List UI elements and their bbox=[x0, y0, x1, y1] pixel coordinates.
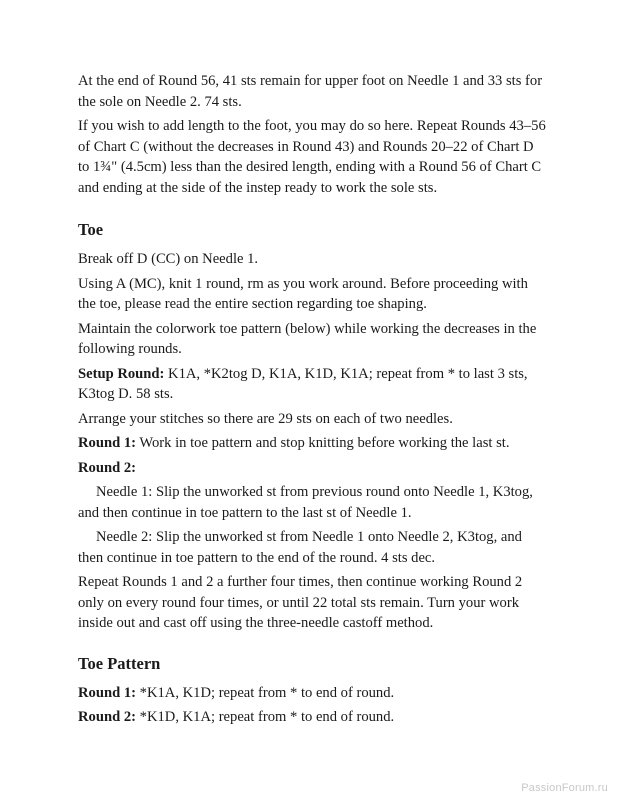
toe-paragraph-3: Maintain the colorwork toe pattern (below) while working the decreases in the following rounds. bbox=[78, 320, 537, 357]
toe-pattern-round-1-label: Round 1: bbox=[78, 684, 136, 701]
setup-round-text: K1A, *K2tog D, K1A, K1D, K1A; repeat from * to last 3 sts, K3tog D. 58 sts. bbox=[78, 365, 528, 402]
round-1-paragraph bbox=[78, 433, 548, 454]
document-page bbox=[78, 71, 548, 732]
round-2-paragraph bbox=[78, 458, 548, 479]
needle-1-paragraph: Needle 1: Slip the unworked st from previous round onto Needle 1, K3tog, and then continue in toe pattern to the last st of Needle 1. bbox=[78, 484, 533, 521]
round-1-label: Round 1: bbox=[78, 435, 136, 451]
toe-pattern-round-1-text: *K1A, K1D; repeat from * to end of round. bbox=[136, 684, 395, 701]
toe-paragraph-1: Break off D (CC) on Needle 1. bbox=[78, 251, 259, 267]
round-1-text: Work in toe pattern and stop knitting before working the last st. bbox=[136, 435, 510, 451]
round-2-label: Round 2: bbox=[78, 459, 136, 476]
needle-2-paragraph: Needle 2: Slip the unworked st from Needle 1 onto Needle 2, K3tog, and then continue in toe pattern to the end of the round. 4 sts dec. bbox=[78, 529, 522, 566]
toe-pattern-heading: Toe Pattern bbox=[78, 653, 161, 673]
toe-pattern-round-2-text: *K1D, K1A; repeat from * to end of round. bbox=[136, 709, 395, 725]
watermark: PassionForum.ru bbox=[521, 782, 608, 794]
toe-pattern-round-2-label: Round 2: bbox=[78, 709, 136, 725]
toe-heading: Toe bbox=[78, 220, 104, 239]
toe-paragraph-2: Using A (MC), knit 1 round, rm as you work around. Before proceeding with the toe, please read the entire section regarding toe shaping. bbox=[78, 275, 528, 312]
toe-pattern-round-2 bbox=[78, 707, 548, 728]
setup-round-label: Setup Round: bbox=[78, 365, 165, 382]
setup-round-paragraph bbox=[78, 364, 548, 405]
toe-paragraph-4: Arrange your stitches so there are 29 sts on each of two needles. bbox=[78, 410, 453, 427]
intro-paragraph-1: At the end of Round 56, 41 sts remain for upper foot on Needle 1 and 33 sts for the sole on Needle 2. 74 sts. bbox=[78, 73, 543, 110]
toe-pattern-round-1 bbox=[78, 683, 548, 704]
intro-paragraph-2: If you wish to add length to the foot, you may do so here. Repeat Rounds 43–56 of Chart C (without the decreases in Round 43) and Rounds 20–22 of Chart D to 1¾" (4.5cm) less than the desired length, ending with a Round 56 of Chart C and ending at the side of the instep ready to work the sole sts. bbox=[78, 118, 546, 196]
toe-paragraph-5: Repeat Rounds 1 and 2 a further four times, then continue working Round 2 only on every round four times, or until 22 total sts remain. Turn your work inside out and cast off using the three-needle castoff method. bbox=[78, 574, 523, 631]
